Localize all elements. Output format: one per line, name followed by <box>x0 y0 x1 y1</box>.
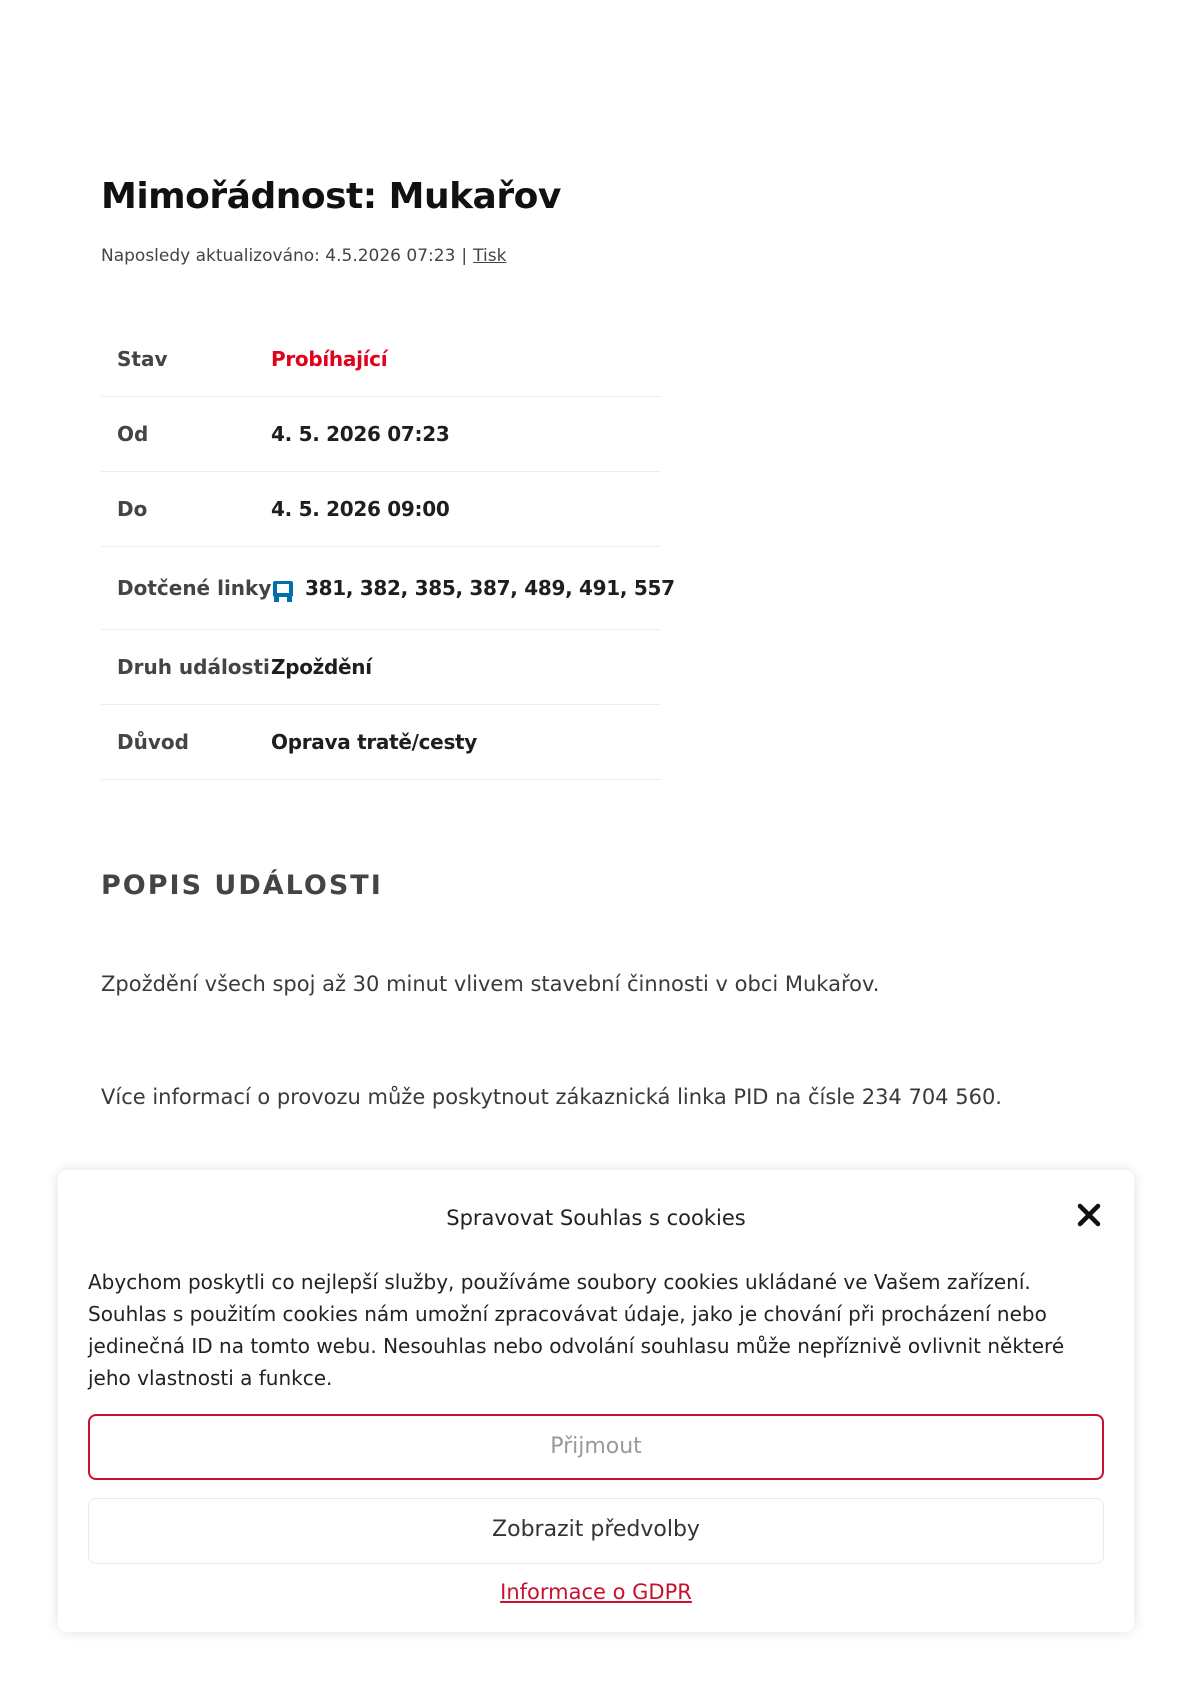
info-row-from <box>101 397 661 472</box>
info-row-reason <box>101 705 661 780</box>
lines-value-wrap <box>271 573 675 603</box>
from-label: Od <box>117 422 149 446</box>
cookie-consent-banner <box>58 1170 1134 1632</box>
accept-button[interactable]: Přijmout <box>88 1414 1104 1480</box>
print-link[interactable]: Tisk <box>473 246 507 266</box>
gdpr-link[interactable]: Informace o GDPR <box>500 1580 692 1604</box>
info-row-status <box>101 322 661 397</box>
to-label: Do <box>117 497 148 521</box>
bus-icon <box>271 579 295 603</box>
status-label: Stav <box>117 347 168 371</box>
from-value: 4. 5. 2026 07:23 <box>271 422 450 446</box>
last-updated-text: Naposledy aktualizováno: 4.5.2026 07:23 <box>101 246 456 266</box>
type-label: Druh události <box>117 655 270 679</box>
reason-label: Důvod <box>117 730 189 754</box>
info-row-lines <box>101 547 675 630</box>
type-value: Zpoždění <box>271 655 372 679</box>
description-heading: POPIS UDÁLOSTI <box>101 870 383 901</box>
status-value: Probíhající <box>271 347 388 371</box>
close-icon[interactable] <box>1074 1200 1104 1230</box>
lines-label: Dotčené linky <box>117 576 272 600</box>
affected-lines[interactable]: 381, 382, 385, 387, 489, 491, 557 <box>305 576 675 600</box>
preferences-button[interactable]: Zobrazit předvolby <box>88 1498 1104 1564</box>
page-title: Mimořádnost: Mukařov <box>101 176 561 217</box>
gdpr-link-wrap <box>58 1580 1134 1604</box>
info-row-type <box>101 630 661 705</box>
info-row-to <box>101 472 661 547</box>
last-updated-meta <box>101 246 506 266</box>
cookie-banner-title: Spravovat Souhlas s cookies <box>446 1206 746 1230</box>
contact-paragraph: Více informací o provozu může poskytnout zákaznická linka PID na čísle 234 704 560. <box>101 1085 1002 1109</box>
description-paragraph: Zpoždění všech spoj až 30 minut vlivem stavební činnosti v obci Mukařov. <box>101 972 880 996</box>
meta-separator: | <box>461 246 468 266</box>
reason-value: Oprava tratě/cesty <box>271 730 478 754</box>
cookie-banner-text: Abychom poskytli co nejlepší služby, používáme soubory cookies ukládané ve Vašem zařízení. Souhlas s použitím cookies nám umožní zpracovávat údaje, jako je chování při procházení nebo jedinečná ID na tomto webu. Nesouhlas nebo odvolání souhlasu může nepříznivě ovlivnit některé jeho vlastnosti a funkce. <box>88 1270 1065 1390</box>
to-value: 4. 5. 2026 09:00 <box>271 497 450 521</box>
event-info-table <box>101 322 675 780</box>
